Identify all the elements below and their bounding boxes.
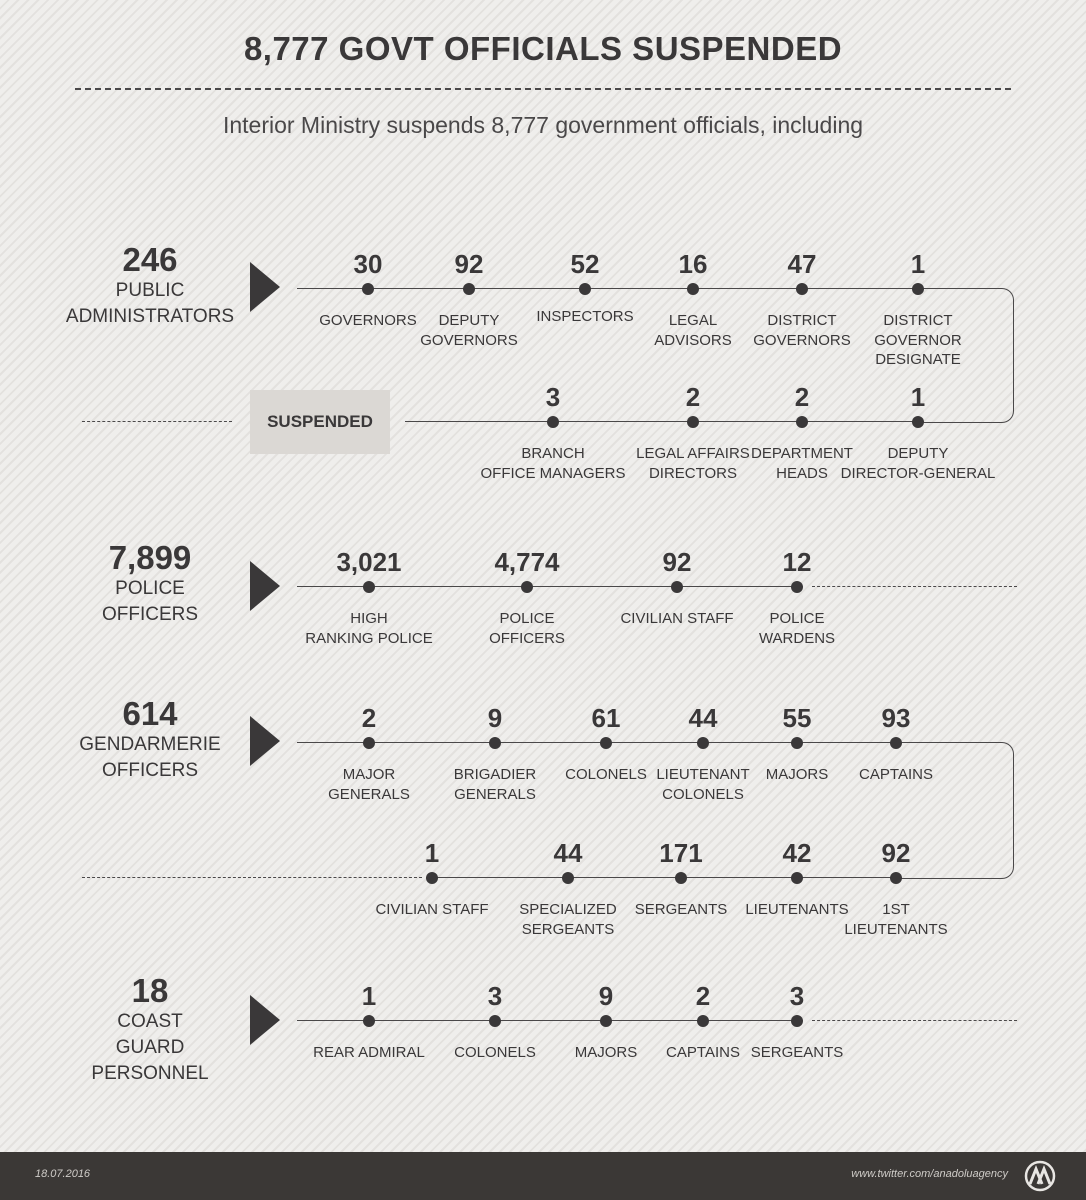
node-count: 3	[487, 981, 503, 1011]
node-count: 9	[598, 981, 614, 1011]
node-count: 44	[688, 703, 718, 733]
node-count: 12	[782, 547, 812, 577]
arrow-icon	[250, 716, 280, 766]
node-label: CAPTAINS	[859, 766, 933, 783]
arrow-icon	[250, 262, 280, 312]
node-dot	[791, 737, 803, 749]
node-dot	[687, 416, 699, 428]
timeline-line	[432, 877, 895, 878]
node-count: 93	[881, 703, 911, 733]
category-police-officers	[55, 540, 245, 628]
category-total: 18	[131, 972, 169, 1009]
timeline-dashed-line	[405, 421, 535, 422]
node-count: 9	[487, 703, 503, 733]
node-dot	[363, 737, 375, 749]
node-dot	[363, 1015, 375, 1027]
node-count: 30	[353, 249, 383, 279]
arrow-icon	[250, 995, 280, 1045]
timeline-dashed-line	[82, 877, 422, 878]
node-count: 2	[794, 382, 810, 412]
node-label: SPECIALIZED SERGEANTS	[519, 901, 617, 938]
node-label: BRIGADIER GENERALS	[453, 766, 537, 803]
node-dot	[675, 872, 687, 884]
category-total: 614	[122, 695, 178, 732]
timeline-dashed-line	[82, 421, 232, 422]
category-label: GENDARMERIE	[79, 734, 221, 755]
node-label: LEGAL AFFAIRS DIRECTORS	[636, 445, 750, 482]
node-label: MAJOR GENERALS	[328, 766, 410, 803]
node-dot	[600, 737, 612, 749]
node-dot	[362, 283, 374, 295]
category-gendarmerie-officers	[55, 696, 245, 784]
node-label: LIEUTENANTS	[745, 901, 849, 918]
node-dot	[687, 283, 699, 295]
timeline-line	[297, 288, 917, 289]
node-label: SERGEANTS	[634, 901, 728, 918]
node-dot	[890, 872, 902, 884]
node-label: MAJORS	[765, 766, 829, 783]
category-total: 7,899	[108, 539, 192, 576]
node-label: LIEUTENANT COLONELS	[656, 766, 750, 803]
node-label: INSPECTORS	[536, 308, 634, 325]
node-dot	[912, 283, 924, 295]
node-dot	[796, 283, 808, 295]
node-label: DISTRICT GOVERNOR DESIGNATE	[874, 312, 962, 368]
node-count: 92	[881, 838, 911, 868]
node-label: POLICE OFFICERS	[489, 610, 565, 647]
node-label: COLONELS	[454, 1044, 536, 1061]
node-label: 1ST LIEUTENANTS	[844, 901, 948, 938]
category-label: POLICE	[115, 578, 185, 599]
node-count: 92	[662, 547, 692, 577]
node-count: 2	[361, 703, 377, 733]
node-count: 44	[553, 838, 583, 868]
node-count: 3	[789, 981, 805, 1011]
timeline-dashed-line	[812, 1020, 1017, 1021]
node-dot	[547, 416, 559, 428]
category-coast-guard-personnel	[55, 973, 245, 1087]
node-count: 2	[695, 981, 711, 1011]
node-count: 52	[570, 249, 600, 279]
node-dot	[791, 581, 803, 593]
footer-bar	[0, 1152, 1086, 1200]
timeline-line	[297, 742, 895, 743]
node-label: DEPUTY GOVERNORS	[420, 312, 518, 349]
title-divider	[75, 88, 1011, 90]
node-dot	[489, 1015, 501, 1027]
node-label: BRANCH OFFICE MANAGERS	[480, 445, 626, 482]
node-label: CIVILIAN STAFF	[375, 901, 489, 918]
node-dot	[562, 872, 574, 884]
subtitle: Interior Ministry suspends 8,777 government officials, including	[222, 112, 864, 138]
category-label: GUARD	[115, 1037, 185, 1058]
node-dot	[796, 416, 808, 428]
node-count: 3	[545, 382, 561, 412]
node-dot	[697, 1015, 709, 1027]
node-label: DEPARTMENT HEADS	[751, 445, 853, 482]
page-title: 8,777 GOVT OFFICIALS SUSPENDED	[243, 30, 843, 67]
category-label: PUBLIC	[115, 280, 185, 301]
node-count: 171	[659, 838, 703, 868]
node-dot	[489, 737, 501, 749]
category-label: ADMINISTRATORS	[65, 306, 235, 327]
node-dot	[890, 737, 902, 749]
node-dot	[671, 581, 683, 593]
node-label: GOVERNORS	[319, 312, 417, 329]
category-label: OFFICERS	[101, 760, 199, 781]
node-label: LEGAL ADVISORS	[654, 312, 732, 349]
node-dot	[463, 283, 475, 295]
node-count: 3,021	[336, 547, 402, 577]
node-dot	[697, 737, 709, 749]
timeline-dashed-line	[812, 586, 1017, 587]
node-count: 61	[591, 703, 621, 733]
node-label: COLONELS	[565, 766, 647, 783]
node-label: REAR ADMIRAL	[313, 1044, 425, 1061]
node-label: HIGH RANKING POLICE	[305, 610, 433, 647]
node-dot	[426, 872, 438, 884]
category-label: PERSONNEL	[91, 1063, 209, 1084]
category-label: OFFICERS	[101, 604, 199, 625]
node-dot	[600, 1015, 612, 1027]
node-count: 92	[454, 249, 484, 279]
footer-url[interactable]: www.twitter.com/anadoluagency	[851, 1168, 1008, 1180]
node-dot	[912, 416, 924, 428]
arrow-icon	[250, 561, 280, 611]
category-total: 246	[122, 241, 178, 278]
node-label: CAPTAINS	[666, 1044, 740, 1061]
category-public-administrators	[55, 242, 245, 330]
node-dot	[791, 872, 803, 884]
node-dot	[791, 1015, 803, 1027]
node-count: 1	[424, 838, 440, 868]
footer-date: 18.07.2016	[35, 1168, 91, 1180]
node-count: 47	[787, 249, 817, 279]
node-dot	[521, 581, 533, 593]
suspended-badge: SUSPENDED	[250, 390, 390, 454]
node-dot	[363, 581, 375, 593]
node-count: 4,774	[494, 547, 560, 577]
node-count: 1	[910, 382, 926, 412]
node-dot	[579, 283, 591, 295]
agency-logo-icon	[1024, 1160, 1056, 1192]
node-count: 1	[361, 981, 377, 1011]
node-count: 16	[678, 249, 708, 279]
node-label: POLICE WARDENS	[758, 610, 836, 647]
node-count: 1	[910, 249, 926, 279]
node-count: 2	[685, 382, 701, 412]
node-label: CIVILIAN STAFF	[620, 610, 734, 627]
node-label: SERGEANTS	[750, 1044, 844, 1061]
node-count: 42	[782, 838, 812, 868]
category-label: COAST	[117, 1011, 183, 1032]
node-count: 55	[782, 703, 812, 733]
node-label: DISTRICT GOVERNORS	[753, 312, 851, 349]
node-label: MAJORS	[574, 1044, 638, 1061]
node-label: DEPUTY DIRECTOR-GENERAL	[840, 445, 996, 482]
